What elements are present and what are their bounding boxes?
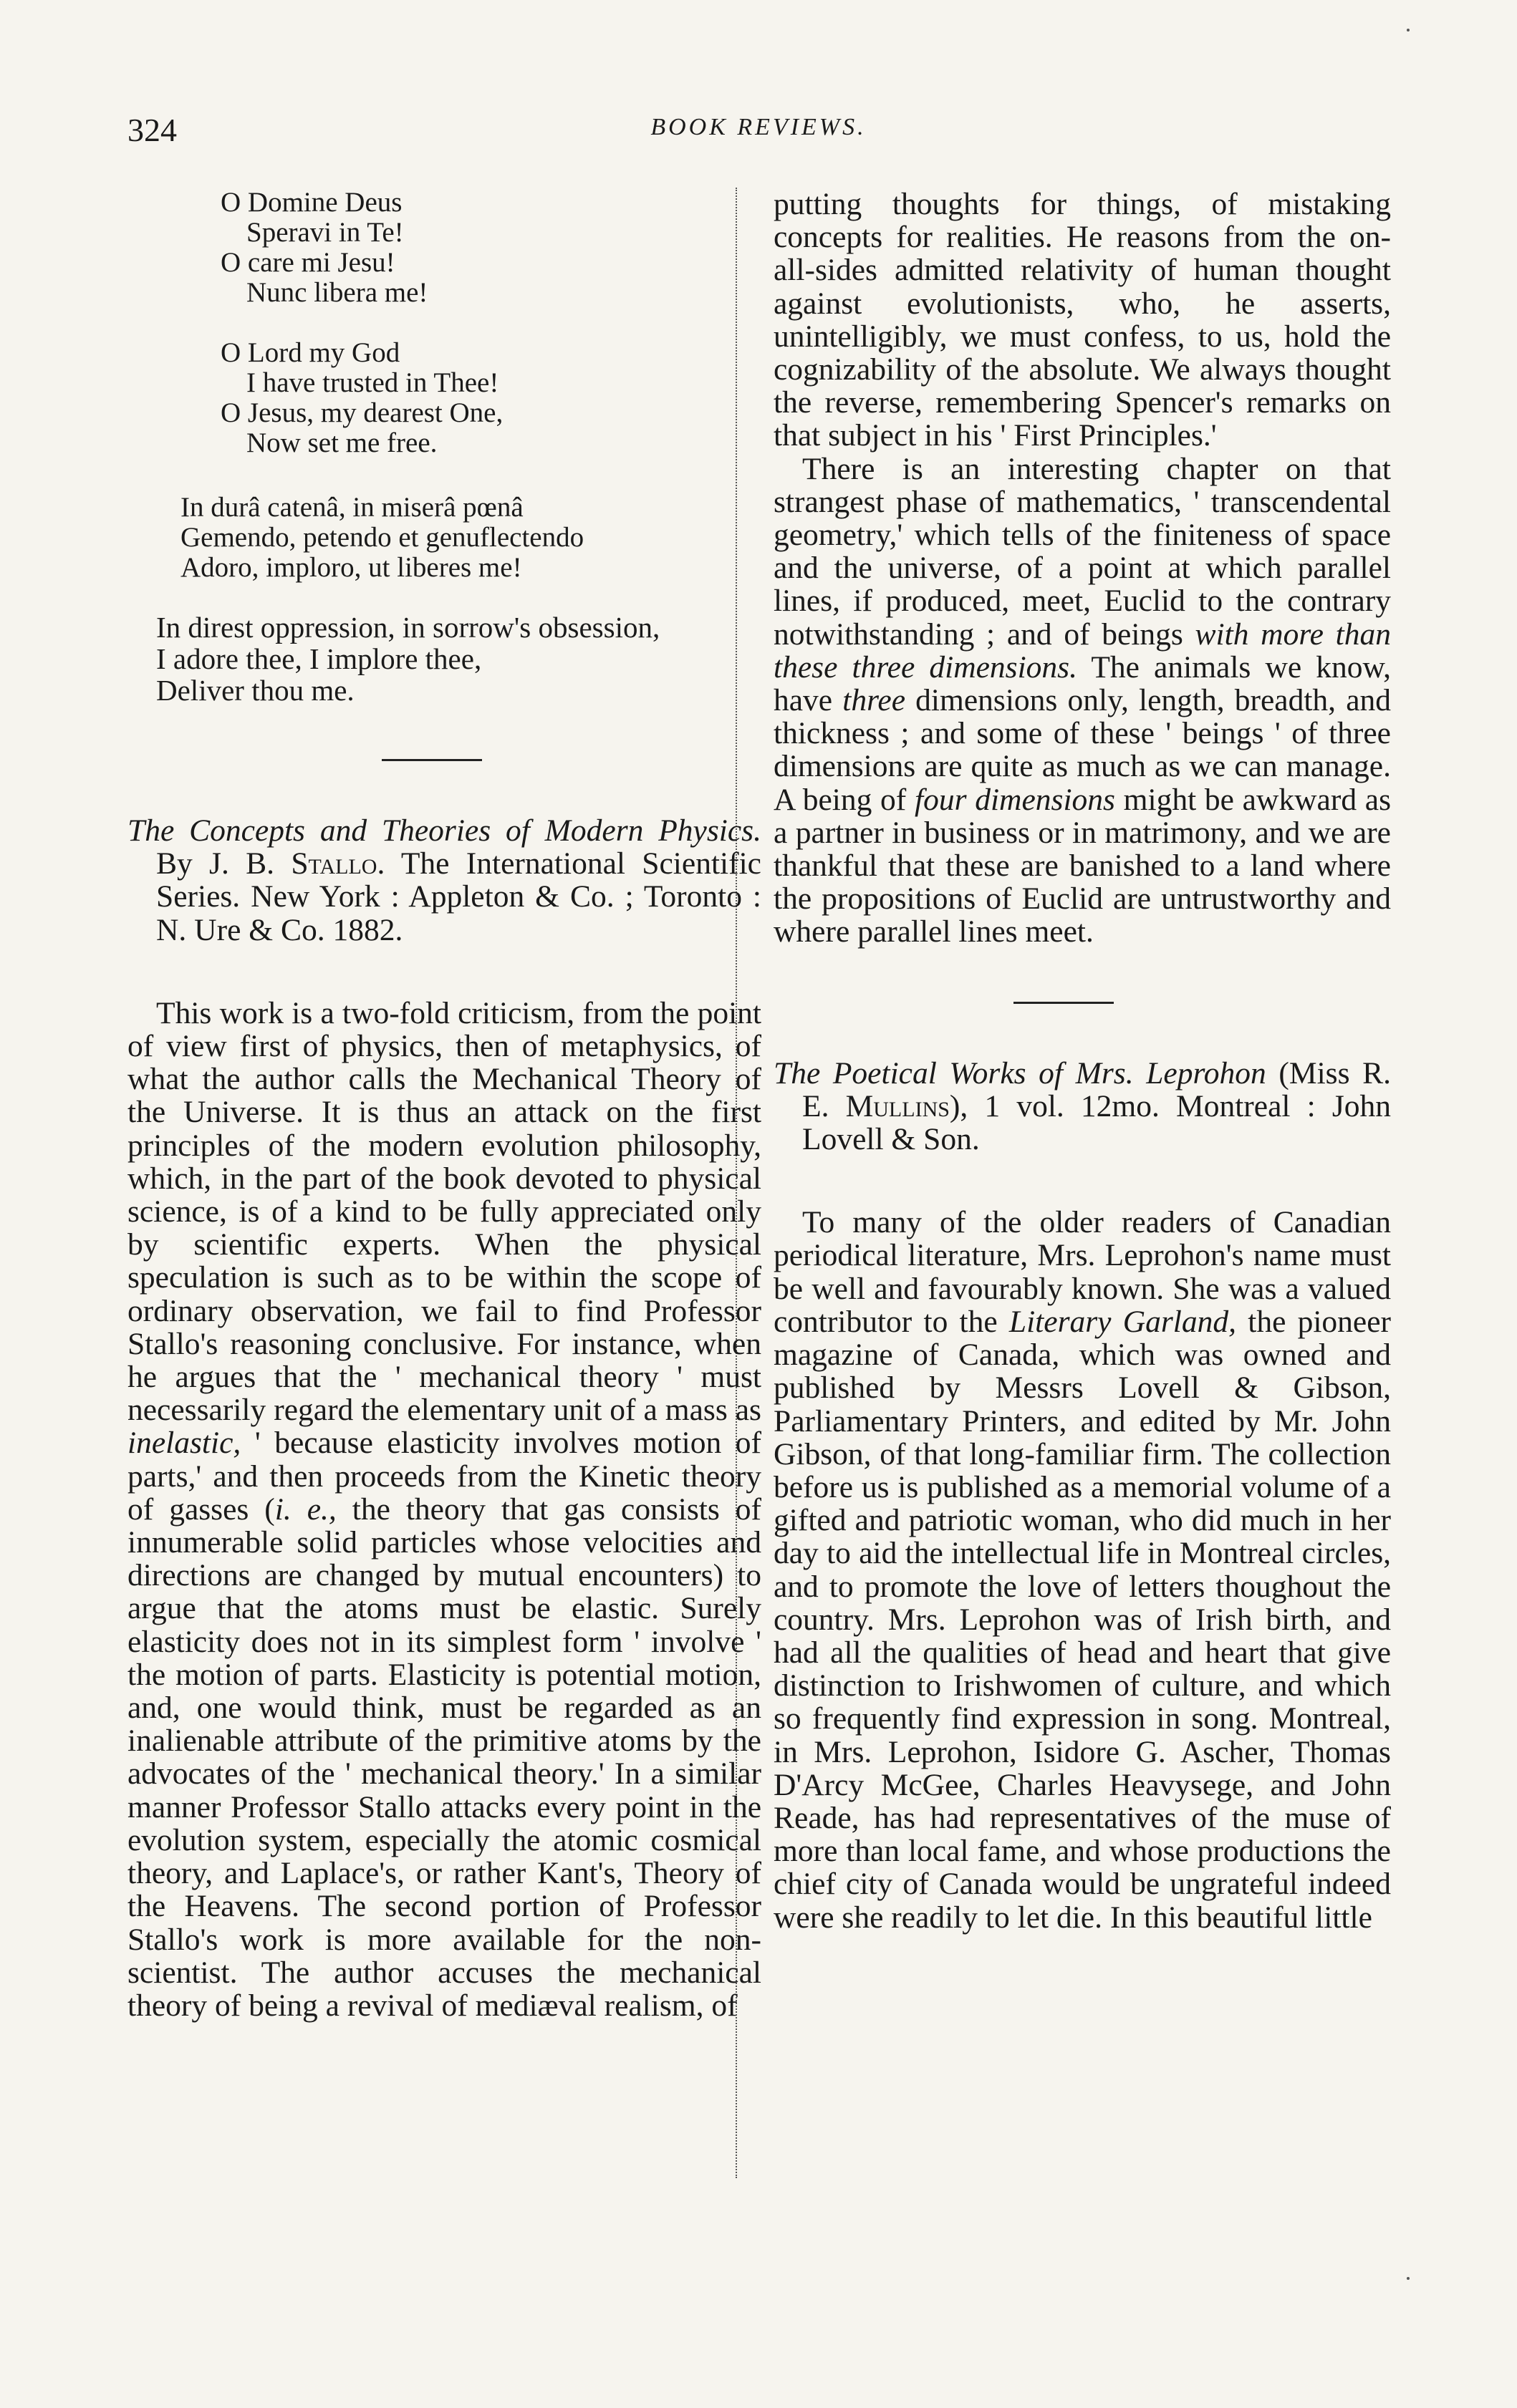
section-separator [1013, 1002, 1114, 1004]
body-text: dimensions only, length, breadth, and thickness ; and some of these ' beings ' of three dimensions are quite as much as we can manage. A being of [774, 683, 1392, 817]
body-text: ' because elasticity involves motion of parts,' and then proceeds from the Kinetic theory of gasses ( [127, 1426, 762, 1527]
review-body-stallo-cont: putting thoughts for things, of mistaking concepts for realities. He reasons from the on-all-sides admitted relativity of human thought against evolutionists, who, he asserts, unintelligibly, we must confess, to us, hold the cognizability of the absolute. We always thought the reverse, remembering Spencer's remarks on that subject in his ' First Principles.' [774, 187, 1391, 453]
review-publication: 1 vol. 12mo. Montreal : John Lovell & Son. [802, 1088, 1392, 1157]
verse-line: Deliver thou me. [156, 674, 355, 707]
english-stanza-2 [156, 611, 761, 706]
review-body-stallo-para2 [774, 453, 1391, 949]
body-italic: with more than these three dimensions. [774, 616, 1392, 685]
verse-line: O Domine Deus [221, 187, 403, 218]
verse-line: I have trusted in Thee! [246, 367, 499, 398]
review-author: Stallo. [291, 846, 385, 881]
review-heading-leprohon [774, 1057, 1391, 1156]
page-number: 324 [127, 112, 177, 148]
body-italic: Literary Garland, [1008, 1304, 1237, 1339]
section-separator [382, 759, 482, 761]
review-by: By J. B. [156, 846, 275, 881]
verse-line: O care mi Jesu! [221, 247, 395, 278]
left-column [127, 188, 761, 2022]
latin-stanza-1 [221, 188, 761, 308]
body-italic: inelastic, [127, 1426, 241, 1461]
review-title: The Poetical Works of Mrs. Leprohon [774, 1055, 1266, 1091]
right-column [774, 188, 1391, 1934]
verse-line: Gemendo, petendo et genuflectendo [180, 522, 584, 553]
body-italic: i. e., [274, 1491, 337, 1527]
verse-line: In direst oppression, in sorrow's obsession, [156, 611, 660, 644]
body-text: The animals we know, have [774, 649, 1391, 718]
body-text: might be awkward as a partner in business or in matrimony, and we are thankful that these are banished to a land where the propositions of Euclid are untrustworthy and where parallel lines meet. [774, 782, 1391, 949]
verse-line: Speravi in Te! [246, 217, 404, 248]
scan-speck [1407, 29, 1410, 32]
review-heading-stallo [127, 814, 761, 947]
body-italic: three [842, 683, 906, 718]
verse-line: O Jesus, my dearest One, [221, 397, 504, 428]
english-stanza-1 [221, 338, 761, 458]
running-head: BOOK REVIEWS. [650, 114, 867, 140]
verse-line: O Lord my God [221, 337, 400, 368]
page-header [0, 111, 1517, 161]
body-text: the pioneer magazine of Canada, which was owned and published by Messrs Lovell & Gibson, Parliamentary Printers, and edited by Mr. John Gibson, of that long-familiar firm. The collection before us is published as a memorial volume of a gifted and patriotic woman, who did much in her day to aid the intellectual life in Montreal circles, and to promote the love of letters thoughout the country. Mrs. Leprohon was of Irish birth, and had all the qualities of head and heart that give distinction to Irishwomen of culture, and which so frequently find expression in song. Montreal, in Mrs. Leprohon, Isidore G. Ascher, Thomas D'Arcy McGee, Charles Heavysege, and John Reade, has had representatives of the muse of more than local fame, and whose productions the chief city of Canada would be ungrateful indeed were she readily to let die. In this beautiful little [774, 1304, 1392, 1935]
verse-line: Now set me free. [246, 427, 438, 458]
verse-line: I adore thee, I implore thee, [156, 642, 482, 675]
verse-line: In durâ catenâ, in miserâ pœnâ [180, 492, 524, 523]
verse-line: Nunc libera me! [246, 277, 428, 308]
body-text: To many of the older readers of Canadian periodical literature, Mrs. Leprohon's name must be well and favourably known. She was a valued contributor to the [774, 1205, 1391, 1339]
body-text: There is an interesting chapter on that strangest phase of mathematics, ' transcendental geometry,' which tells of the finiteness of space and the universe, of a point at which parallel lines, if produced, meet, Euclid to the contrary notwithstanding ; and of beings [774, 451, 1391, 652]
body-text: the theory that gas consists of innumerable solid particles whose velocities and directions are changed by mutual encounters) to argue that the atoms must be elastic. Surely elasticity does not in its simplest form ' involve ' the motion of parts. Elasticity is potential motion, and, one would think, must be regarded as an inalienable attribute of the primitive atoms by the advocates of the ' mechanical theory.' In a similar manner Professor Stallo attacks every point in the evolution system, especially the atomic cosmical theory, and Laplace's, or rather Kant's, Theory of the Heavens. The second portion of Professor Stallo's work is more available for the non-scientist. The author accuses the mechanical theory of being a revival of mediæval realism, of [127, 1491, 762, 2023]
verse-line: Adoro, imploro, ut liberes me! [180, 552, 522, 583]
latin-stanza-2 [180, 493, 761, 583]
review-author: Mullins), [845, 1088, 968, 1123]
review-publication: The International Scientific Series. New York : Appleton & Co. ; Toronto : N. Ure & Co. 1882. [156, 846, 761, 947]
body-italic: four dimensions [915, 782, 1115, 817]
review-body-leprohon [774, 1206, 1391, 1933]
body-text: This work is a two-fold criticism, from the point of view first of physics, then of metaphysics, of what the author calls the Mechanical Theory of the Universe. It is thus an attack on the first principles of the modern evolution philosophy, which, in the part of the book devoted to physical science, is of a kind to be fully appreciated only by scientific experts. When the physical speculation is such as to be within the scope of ordinary observation, we fail to find Professor Stallo's reasoning conclusive. For instance, when he argues that the ' mechanical theory ' must necessarily regard the elementary unit of a mass as [127, 995, 761, 1428]
review-body-stallo [127, 997, 761, 2022]
review-subtitle: (Miss R. E. [802, 1055, 1392, 1123]
review-title: The Concepts and Theories of Modern Physics. [127, 813, 761, 848]
scan-speck [1407, 2277, 1410, 2280]
